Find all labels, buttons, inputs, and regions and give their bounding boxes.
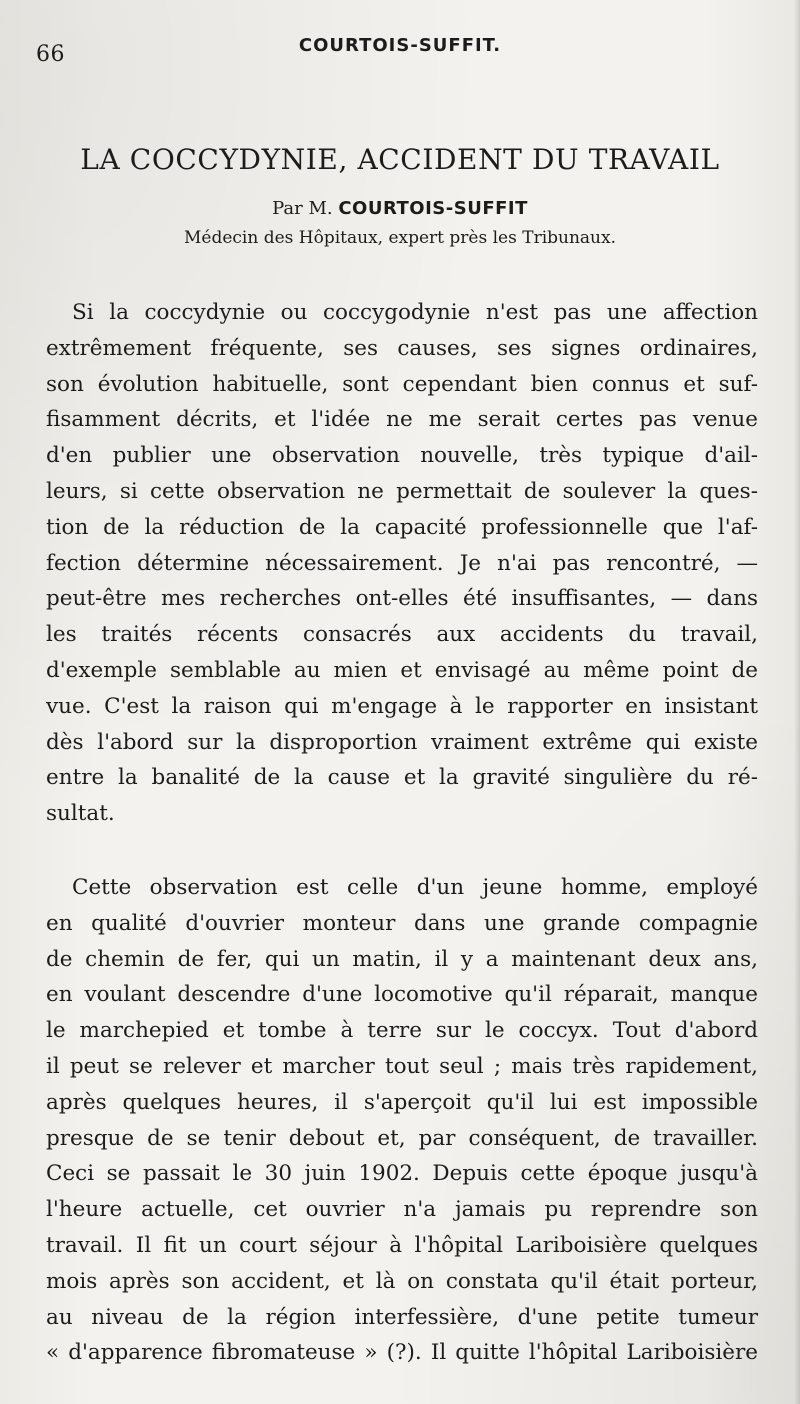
text-line: Ceci se passait le 30 juin 1902. Depuis cette époque jusqu'à (46, 1161, 758, 1187)
text-line: dès l'abord sur la disproportion vraiment extrême qui existe (46, 729, 758, 755)
text-line: Si la coccydynie ou coccygodynie n'est pas une affection (72, 300, 758, 325)
text-line: presque de se tenir debout et, par conséquent, de travailler. (46, 1125, 758, 1151)
text-line: « d'apparence fibromateuse » (?). Il quitte l'hôpital Lariboisière (46, 1340, 758, 1366)
article-title: LA COCCYDYNIE, ACCIDENT DU TRAVAIL (80, 143, 720, 176)
text-line: son évolution habituelle, sont cependant bien connus et suf- (46, 371, 758, 397)
text-line: au niveau de la région interfessière, d'une petite tumeur (46, 1304, 758, 1330)
text-line: leurs, si cette observation ne permettait de soulever la ques- (46, 478, 758, 504)
text-line: fisamment décrits, et l'idée ne me serait certes pas venue (46, 407, 758, 433)
text-line: Cette observation est celle d'un jeune homme, employé (72, 875, 758, 900)
text-line: entre la banalité de la cause et la gravité singulière du ré- (46, 765, 758, 791)
text-line: mois après son accident, et là on constata qu'il était porteur, (46, 1268, 758, 1294)
text-line: peut-être mes recherches ont-elles été insuffisantes, — dans (46, 586, 758, 612)
author-name: COURTOIS-SUFFIT (338, 198, 528, 219)
text-line: de chemin de fer, qui un matin, il y a maintenant deux ans, (46, 946, 758, 972)
text-line: tion de la réduction de la capacité professionnelle que l'af- (46, 514, 758, 540)
paragraph-1 (46, 295, 758, 832)
text-line: le marchepied et tombe à terre sur le coccyx. Tout d'abord (46, 1018, 758, 1044)
text-line: vue. C'est la raison qui m'engage à le rapporter en insistant (46, 693, 758, 719)
text-line: sultat. (46, 801, 115, 827)
text-line: extrêmement fréquente, ses causes, ses signes ordinaires, (46, 335, 758, 361)
text-line: les traités récents consacrés aux accidents du travail, (46, 622, 758, 648)
text-line: après quelques heures, il s'aperçoit qu'il lui est impossible (46, 1089, 758, 1115)
text-line: d'exemple semblable au mien et envisagé au même point de (46, 657, 758, 683)
text-line: en qualité d'ouvrier monteur dans une grande compagnie (46, 910, 758, 936)
running-head: COURTOIS-SUFFIT. (298, 35, 502, 56)
page-number: 66 (36, 42, 65, 67)
text-line: fection détermine nécessairement. Je n'ai pas rencontré, — (46, 550, 758, 576)
author-affiliation: Médecin des Hôpitaux, expert près les Tribunaux. (183, 228, 616, 248)
text-line: il peut se relever et marcher tout seul ; mais très rapidement, (46, 1053, 758, 1079)
text-line: en voulant descendre d'une locomotive qu'il réparait, manque (46, 982, 758, 1008)
paragraph-2 (46, 870, 758, 1371)
byline-prefix: Par M. (272, 198, 333, 219)
text-line: l'heure actuelle, cet ouvrier n'a jamais pu reprendre son (46, 1197, 758, 1223)
text-line: d'en publier une observation nouvelle, très typique d'ail- (46, 443, 758, 469)
text-line: travail. Il fit un court séjour à l'hôpital Lariboisière quelques (46, 1232, 758, 1258)
byline (0, 198, 800, 219)
